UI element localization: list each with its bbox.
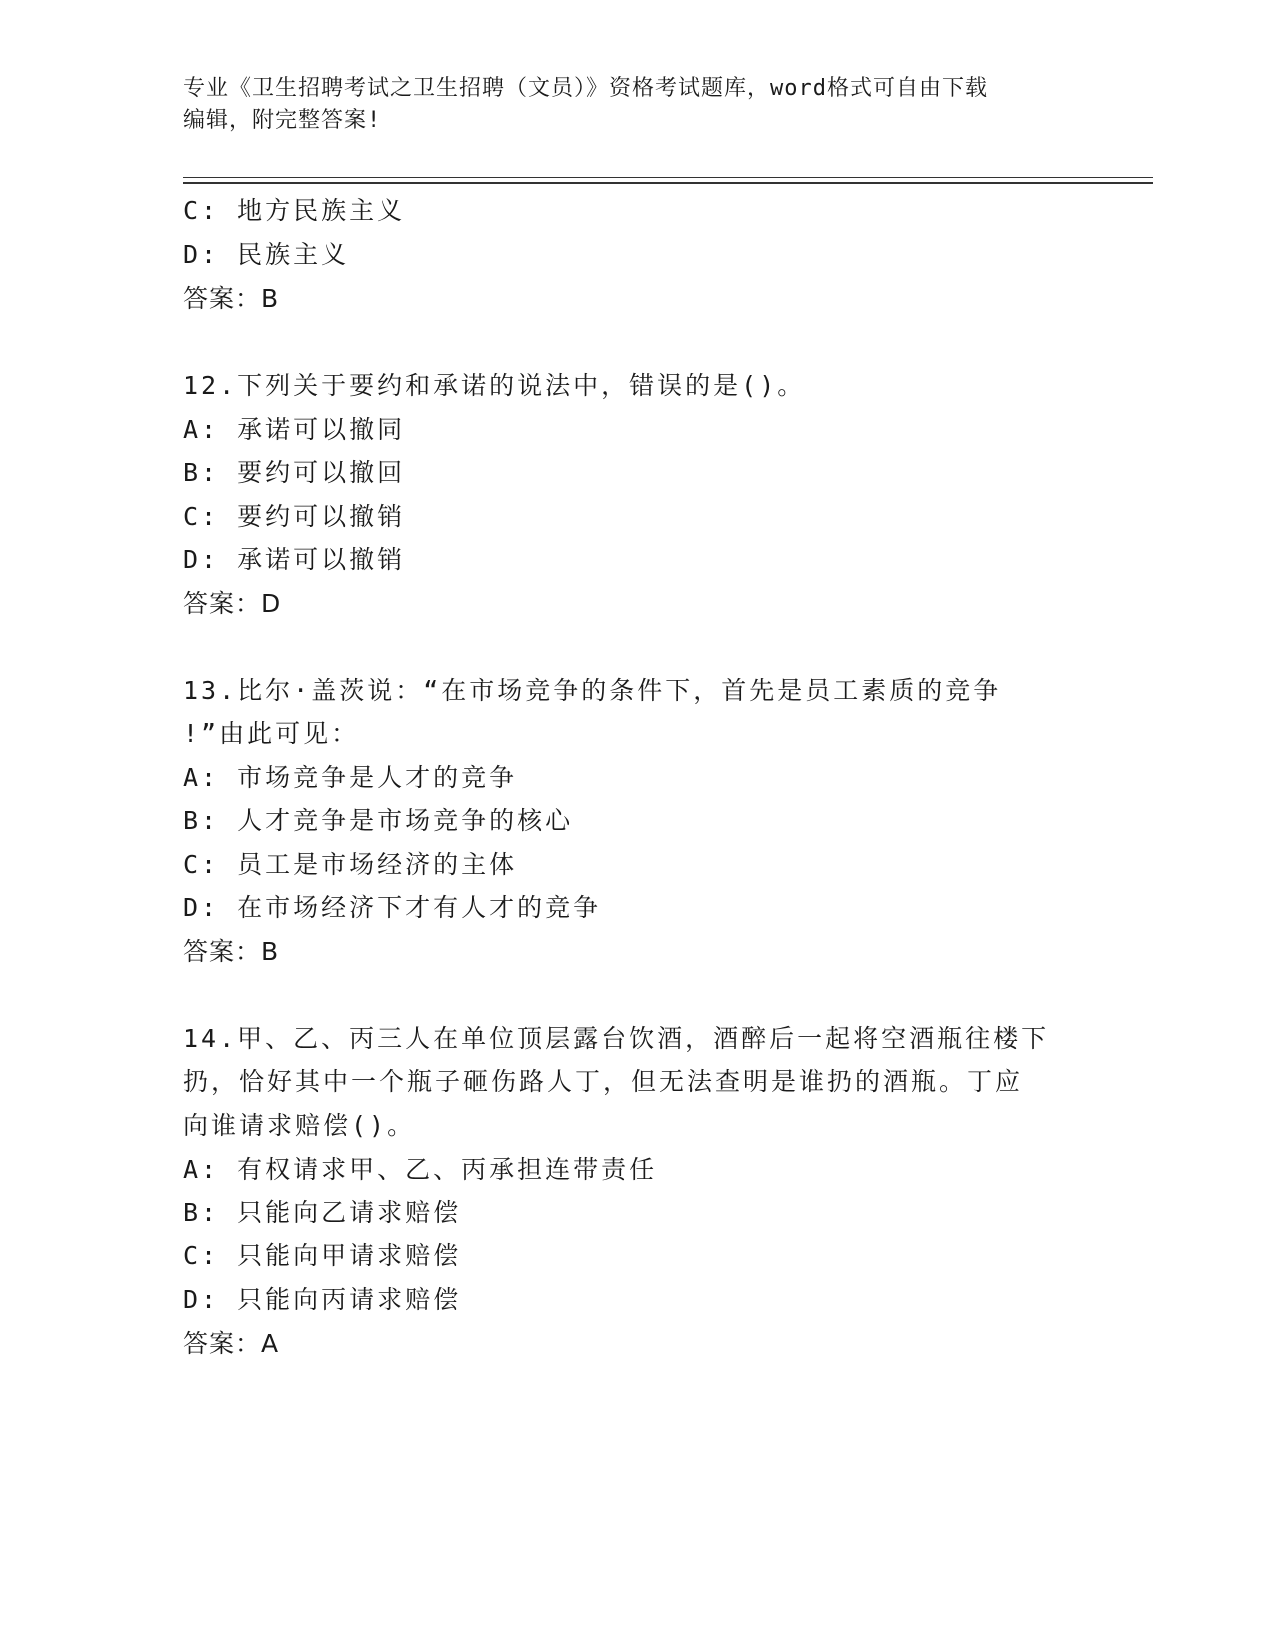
header-divider-thin: [183, 177, 1153, 178]
q14-stem-line-2: 扔，恰好其中一个瓶子砸伤路人丁，但无法查明是谁扔的酒瓶。丁应: [183, 1067, 1024, 1096]
q13-option-b: B: 人才竞争是市场竞争的核心: [183, 806, 574, 835]
q14-stem-line-3: 向谁请求赔偿()。: [183, 1111, 416, 1140]
q14-option-d: D: 只能向丙请求赔偿: [183, 1285, 462, 1314]
prev-answer: 答案：B: [183, 284, 280, 313]
q12-answer: 答案：D: [183, 589, 282, 618]
q12-option-b: B: 要约可以撤回: [183, 458, 406, 487]
header-line-2: 编辑，附完整答案!: [183, 108, 382, 133]
document-header: [183, 73, 1063, 137]
q12-option-c: C: 要约可以撤销: [183, 502, 406, 531]
q14-answer: 答案：A: [183, 1329, 280, 1358]
q13-stem-line-2: !”由此可见：: [183, 719, 360, 748]
q13-answer: 答案：B: [183, 937, 280, 966]
q14-option-c: C: 只能向甲请求赔偿: [183, 1241, 462, 1270]
q12-stem: 12.下列关于要约和承诺的说法中，错误的是()。: [183, 371, 806, 400]
q14-option-b: B: 只能向乙请求赔偿: [183, 1198, 462, 1227]
prev-option-d: D: 民族主义: [183, 240, 350, 269]
header-line-1: 专业《卫生招聘考试之卫生招聘（文员）》资格考试题库，word格式可自由下载: [183, 76, 988, 101]
header-divider-thick: [183, 182, 1153, 184]
prev-option-c: C: 地方民族主义: [183, 196, 406, 225]
q13-option-a: A: 市场竞争是人才的竞争: [183, 763, 518, 792]
q12-option-a: A: 承诺可以撤同: [183, 415, 406, 444]
q12-option-d: D: 承诺可以撤销: [183, 545, 406, 574]
q14-stem-line-1: 14.甲、乙、丙三人在单位顶层露台饮酒，酒醉后一起将空酒瓶往楼下: [183, 1024, 1050, 1053]
q13-stem-line-1: 13.比尔·盖茨说：“在市场竞争的条件下，首先是员工素质的竞争: [183, 676, 1002, 705]
q13-option-c: C: 员工是市场经济的主体: [183, 850, 518, 879]
q13-option-d: D: 在市场经济下才有人才的竞争: [183, 893, 602, 922]
q14-option-a: A: 有权请求甲、乙、丙承担连带责任: [183, 1155, 658, 1184]
